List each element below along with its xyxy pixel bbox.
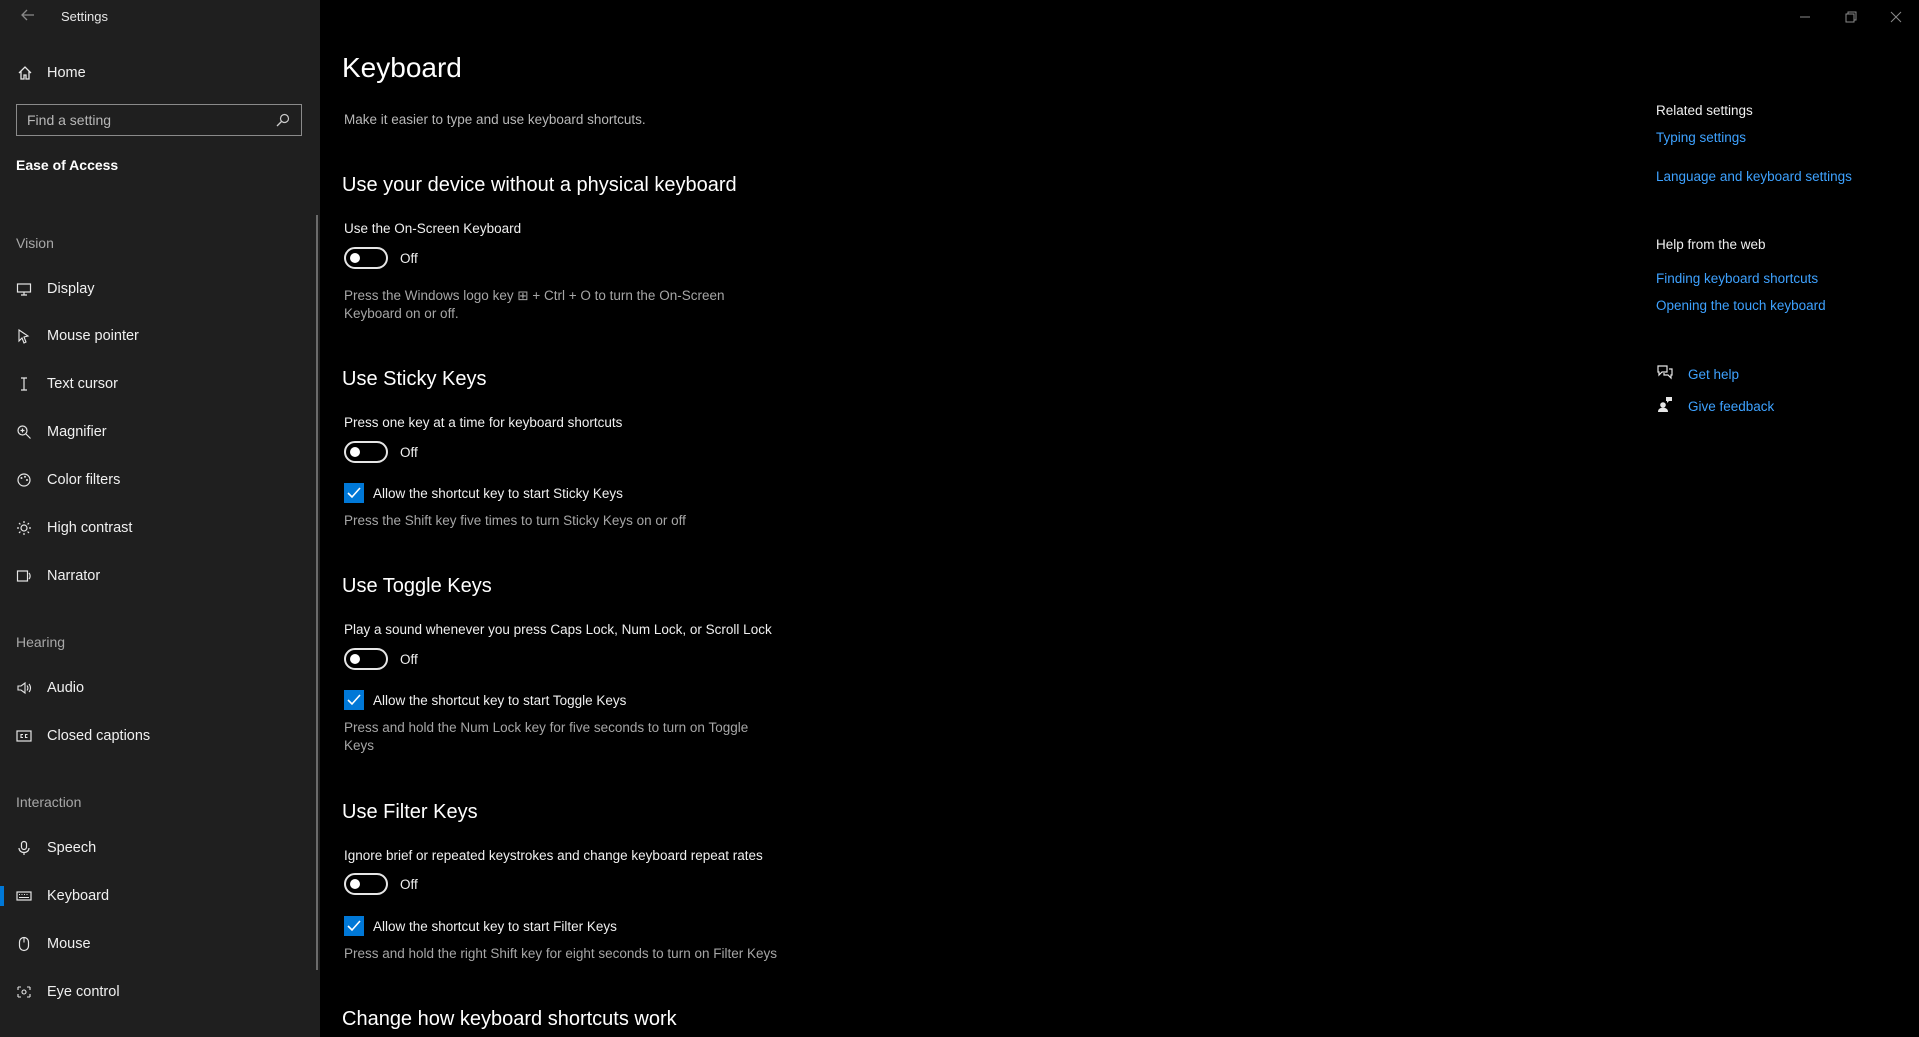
sidebar-item-label: Speech	[47, 840, 97, 856]
sidebar-item-closed-captions[interactable]	[0, 718, 315, 754]
page-subtitle: Make it easier to type and use keyboard shortcuts.	[344, 112, 646, 127]
back-button[interactable]	[14, 6, 42, 28]
osk-label: Use the On-Screen Keyboard	[344, 221, 522, 236]
opening-touch-keyboard-link[interactable]: Opening the touch keyboard	[1656, 298, 1826, 313]
toggle-knob	[350, 654, 360, 664]
toggle-keys-description	[344, 719, 804, 755]
restore-icon	[1845, 11, 1857, 23]
checkbox-label: Allow the shortcut key to start Filter Keys	[373, 918, 617, 934]
filter-keys-shortcut-checkbox[interactable]	[344, 916, 617, 936]
search-box[interactable]	[16, 104, 302, 136]
group-header-hearing: Hearing	[16, 634, 66, 650]
sidebar-item-label: Narrator	[47, 568, 101, 584]
sidebar-item-narrator[interactable]	[0, 558, 315, 594]
toggle-knob	[350, 447, 360, 457]
magnifier-icon	[14, 422, 34, 442]
toggle-keys-description-line1: Press and hold the Num Lock key for five seconds to turn on Toggle	[344, 720, 749, 735]
search-icon[interactable]	[271, 113, 295, 127]
get-help-link[interactable]	[1656, 364, 1739, 385]
toggle-track[interactable]	[344, 247, 388, 269]
sidebar-item-label: Mouse	[47, 936, 91, 952]
toggle-knob	[350, 879, 360, 889]
main-content	[320, 0, 1620, 1037]
toggle-state: Off	[400, 250, 418, 266]
sidebar-item-color-filters[interactable]	[0, 462, 315, 498]
keyboard-icon	[14, 886, 34, 906]
eye-icon	[14, 982, 34, 1002]
sidebar-item-text-cursor[interactable]	[0, 366, 315, 402]
toggle-keys-heading: Use Toggle Keys	[342, 575, 492, 597]
toggle-keys-shortcut-checkbox[interactable]	[344, 690, 626, 710]
search-input[interactable]	[17, 111, 271, 129]
sidebar-item-magnifier[interactable]	[0, 414, 315, 450]
sidebar-item-label: Closed captions	[47, 728, 151, 744]
feedback-person-icon	[1656, 395, 1674, 418]
home-icon	[15, 63, 35, 83]
toggle-keys-label: Play a sound whenever you press Caps Lock, Num Lock, or Scroll Lock	[344, 622, 772, 637]
help-from-web-heading: Help from the web	[1656, 237, 1766, 252]
give-feedback-label: Give feedback	[1688, 399, 1775, 414]
sticky-keys-toggle[interactable]	[344, 441, 418, 463]
sidebar-item-audio[interactable]	[0, 670, 315, 706]
toggle-state: Off	[400, 444, 418, 460]
toggle-state: Off	[400, 651, 418, 667]
sidebar-item-speech[interactable]	[0, 830, 315, 866]
sidebar-item-label: Color filters	[47, 472, 121, 488]
microphone-icon	[14, 838, 34, 858]
filter-keys-toggle[interactable]	[344, 873, 418, 895]
sidebar-item-label: Home	[47, 65, 86, 81]
sidebar-item-label: Magnifier	[47, 424, 107, 440]
close-icon	[1890, 11, 1902, 23]
toggle-track[interactable]	[344, 873, 388, 895]
osk-description-line1: Press the Windows logo key ⊞ + Ctrl + O to turn the On-Screen	[344, 288, 725, 303]
checkmark-icon[interactable]	[344, 483, 364, 503]
sticky-keys-heading: Use Sticky Keys	[342, 368, 487, 390]
toggle-knob	[350, 253, 360, 263]
toggle-state: Off	[400, 876, 418, 892]
sidebar-item-mouse-pointer[interactable]	[0, 318, 315, 354]
osk-description	[344, 287, 804, 323]
mouse-icon	[14, 934, 34, 954]
back-arrow-icon	[21, 9, 35, 21]
text-cursor-icon	[14, 374, 34, 394]
shortcuts-heading: Change how keyboard shortcuts work	[342, 1008, 677, 1030]
sidebar-item-label: Eye control	[47, 984, 120, 1000]
minimize-icon	[1799, 11, 1811, 23]
sticky-keys-description: Press the Shift key five times to turn Sticky Keys on or off	[344, 513, 686, 528]
toggle-track[interactable]	[344, 648, 388, 670]
give-feedback-link[interactable]	[1656, 395, 1774, 418]
checkbox-label: Allow the shortcut key to start Toggle Keys	[373, 692, 627, 708]
related-settings-panel	[1656, 0, 1916, 1037]
sidebar-item-mouse[interactable]	[0, 926, 315, 962]
checkbox-label: Allow the shortcut key to start Sticky Keys	[373, 485, 623, 501]
finding-keyboard-shortcuts-link[interactable]: Finding keyboard shortcuts	[1656, 271, 1819, 286]
page-title: Keyboard	[342, 52, 462, 83]
monitor-icon	[14, 279, 34, 299]
sidebar	[0, 0, 320, 1037]
color-filters-icon	[14, 470, 34, 490]
sidebar-item-high-contrast[interactable]	[0, 510, 315, 546]
narrator-icon	[14, 566, 34, 586]
sidebar-item-label: Text cursor	[47, 376, 118, 392]
section-title: Ease of Access	[16, 157, 119, 173]
typing-settings-link[interactable]: Typing settings	[1656, 130, 1747, 145]
language-keyboard-settings-link[interactable]: Language and keyboard settings	[1656, 169, 1852, 184]
filter-keys-heading: Use Filter Keys	[342, 801, 478, 823]
closed-captions-icon	[14, 726, 34, 746]
group-header-interaction: Interaction	[16, 794, 82, 810]
chat-help-icon	[1656, 364, 1674, 385]
close-button[interactable]	[1873, 6, 1919, 28]
sidebar-item-display[interactable]	[0, 271, 315, 307]
toggle-keys-description-line2: Keys	[344, 738, 375, 753]
minimize-button[interactable]	[1782, 6, 1828, 28]
get-help-label: Get help	[1688, 367, 1740, 382]
toggle-track[interactable]	[344, 441, 388, 463]
osk-heading: Use your device without a physical keyboard	[342, 174, 737, 196]
sidebar-item-label: Keyboard	[47, 888, 110, 904]
sticky-keys-shortcut-checkbox[interactable]	[344, 483, 623, 503]
sidebar-item-label: Mouse pointer	[47, 328, 139, 344]
sidebar-item-label: Display	[47, 281, 95, 297]
mouse-pointer-icon	[14, 326, 34, 346]
checkmark-icon[interactable]	[344, 690, 364, 710]
toggle-keys-toggle[interactable]	[344, 648, 418, 670]
sidebar-item-label: High contrast	[47, 520, 133, 536]
osk-description-line2: Keyboard on or off.	[344, 306, 459, 321]
speaker-icon	[14, 678, 34, 698]
related-settings-heading: Related settings	[1656, 103, 1753, 118]
sticky-keys-label: Press one key at a time for keyboard shortcuts	[344, 415, 623, 430]
window-title: Settings	[61, 9, 108, 24]
sidebar-item-eye-control[interactable]	[0, 974, 315, 1010]
sidebar-scrollbar[interactable]	[316, 215, 318, 970]
checkmark-icon[interactable]	[344, 916, 364, 936]
sidebar-item-keyboard[interactable]	[0, 878, 315, 914]
sidebar-item-home[interactable]	[0, 58, 320, 88]
filter-keys-label: Ignore brief or repeated keystrokes and change keyboard repeat rates	[344, 848, 763, 863]
high-contrast-icon	[14, 518, 34, 538]
osk-toggle[interactable]	[344, 247, 418, 269]
group-header-vision: Vision	[16, 235, 54, 251]
sidebar-item-label: Audio	[47, 680, 85, 696]
filter-keys-description: Press and hold the right Shift key for eight seconds to turn on Filter Keys	[344, 946, 777, 961]
restore-button[interactable]	[1828, 6, 1874, 28]
